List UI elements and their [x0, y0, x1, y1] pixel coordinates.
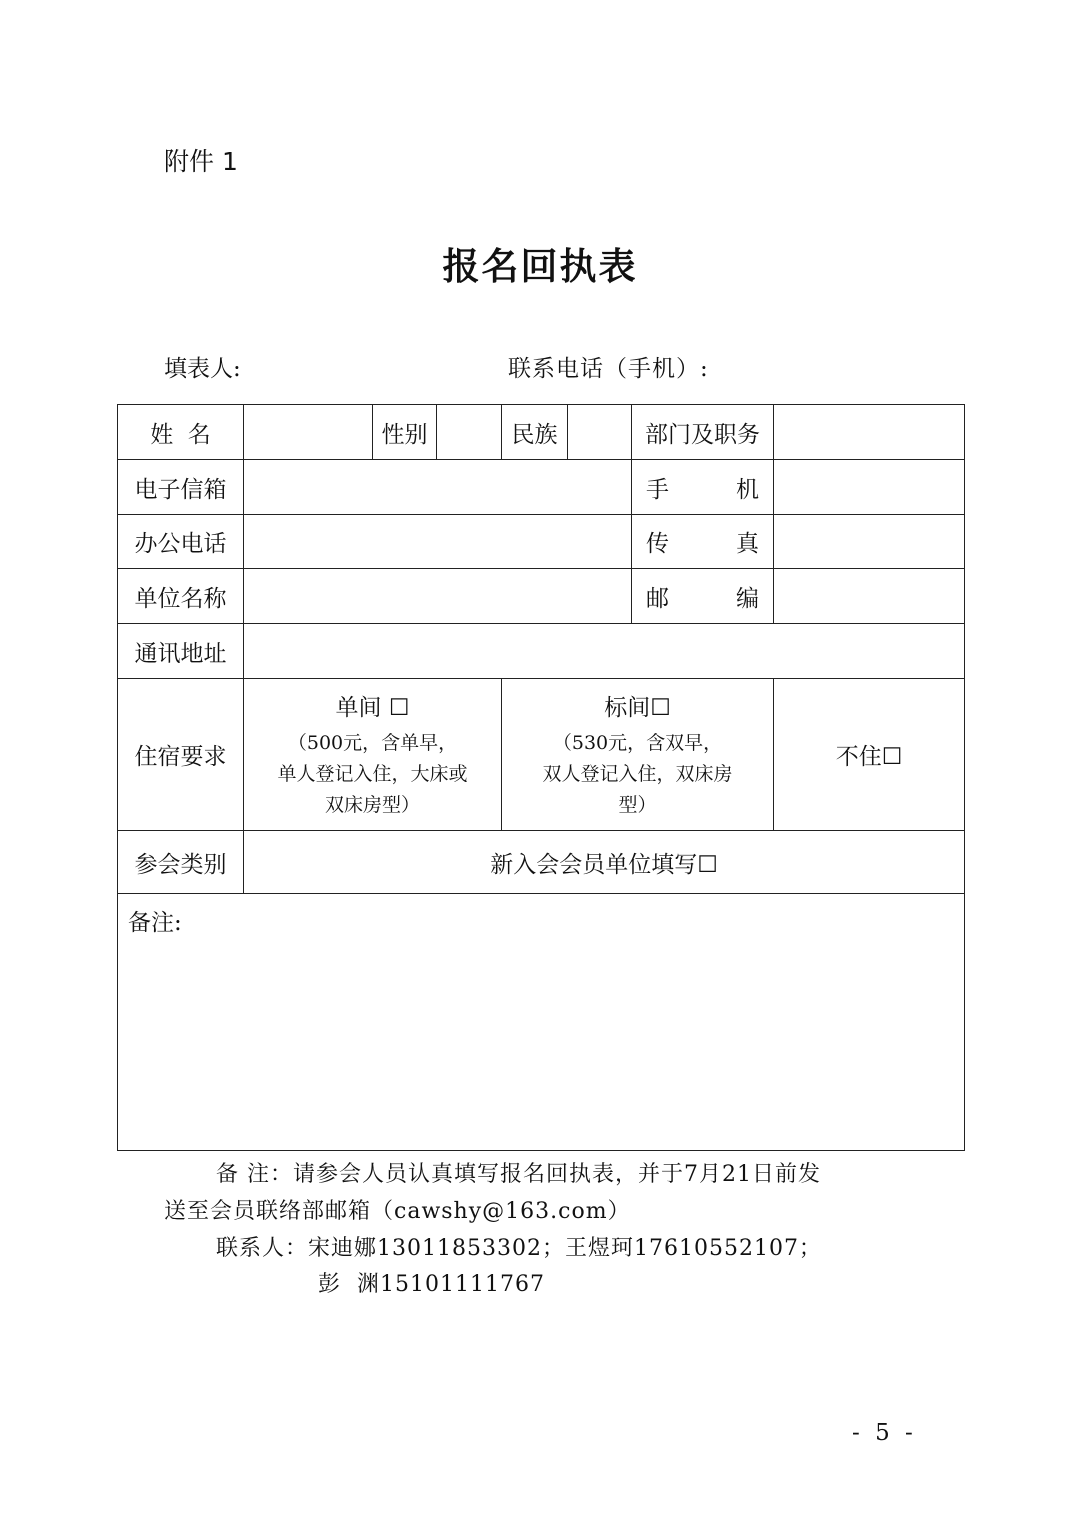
phone-label: 联系电话（手机）:: [508, 356, 709, 382]
fax-label: [632, 515, 774, 569]
ethnicity-field[interactable]: [568, 405, 632, 460]
dept-field[interactable]: [774, 405, 965, 460]
postcode-label-b: 编: [736, 585, 759, 612]
category-option[interactable]: 新入会会员单位填写☐: [244, 831, 965, 894]
standard-room-desc-2: 双人登记入住，双床房: [542, 762, 733, 785]
single-room-desc-1: （500元，含单早，: [287, 731, 458, 754]
notes-area[interactable]: [118, 894, 965, 1151]
notes-label: 备注:: [128, 910, 182, 936]
attachment-label: 附件 1: [164, 147, 238, 176]
name-label: 姓 名: [118, 405, 244, 460]
filler-label: 填表人:: [164, 356, 241, 382]
standard-room-title[interactable]: 标间☐: [604, 694, 671, 721]
single-room-desc-3: 双床房型）: [324, 793, 420, 816]
mobile-field[interactable]: [774, 460, 965, 515]
page-number: - 5 -: [852, 1420, 917, 1446]
standard-room-desc-1: （530元，含双早，: [552, 731, 723, 754]
footer-contacts-line2: 彭 渊15101111767: [318, 1272, 545, 1297]
email-label: 电子信箱: [118, 460, 244, 515]
office-phone-label: 办公电话: [118, 515, 244, 569]
mobile-label-a: 手: [646, 476, 669, 503]
address-field[interactable]: [244, 624, 965, 679]
dept-label: 部门及职务: [632, 405, 774, 460]
footer-note-line2: 送至会员联络部邮箱（cawshy@163.com）: [164, 1199, 631, 1224]
page-title: 报名回执表: [442, 245, 638, 288]
office-phone-field[interactable]: [244, 515, 632, 569]
no-lodging-option[interactable]: 不住☐: [774, 679, 965, 831]
footer-note-line1: 备 注：请参会人员认真填写报名回执表，并于7月21日前发: [216, 1162, 821, 1187]
standard-room-desc-3: 型）: [618, 793, 657, 816]
fax-field[interactable]: [774, 515, 965, 569]
fax-label-b: 真: [736, 531, 759, 557]
org-field[interactable]: [244, 569, 632, 624]
single-room-title[interactable]: 单间 ☐: [335, 694, 410, 721]
footer-contacts-line1: 联系人：宋迪娜13011853302；王煜珂17610552107；: [216, 1236, 822, 1261]
mobile-label-b: 机: [736, 476, 759, 503]
registration-form-table: [117, 404, 965, 1151]
standard-room-option[interactable]: [502, 679, 774, 831]
org-label: 单位名称: [118, 569, 244, 624]
mobile-label: [632, 460, 774, 515]
postcode-label: [632, 569, 774, 624]
fax-label-a: 传: [646, 531, 669, 557]
lodging-label: 住宿要求: [118, 679, 244, 831]
single-room-option[interactable]: [244, 679, 502, 831]
category-label: 参会类别: [118, 831, 244, 894]
postcode-field[interactable]: [774, 569, 965, 624]
address-label: 通讯地址: [118, 624, 244, 679]
postcode-label-a: 邮: [646, 585, 669, 612]
ethnicity-label: 民族: [502, 405, 568, 460]
email-field[interactable]: [244, 460, 632, 515]
gender-field[interactable]: [437, 405, 502, 460]
gender-label: 性别: [373, 405, 437, 460]
name-field[interactable]: [244, 405, 373, 460]
single-room-desc-2: 单人登记入住，大床或: [277, 762, 468, 785]
